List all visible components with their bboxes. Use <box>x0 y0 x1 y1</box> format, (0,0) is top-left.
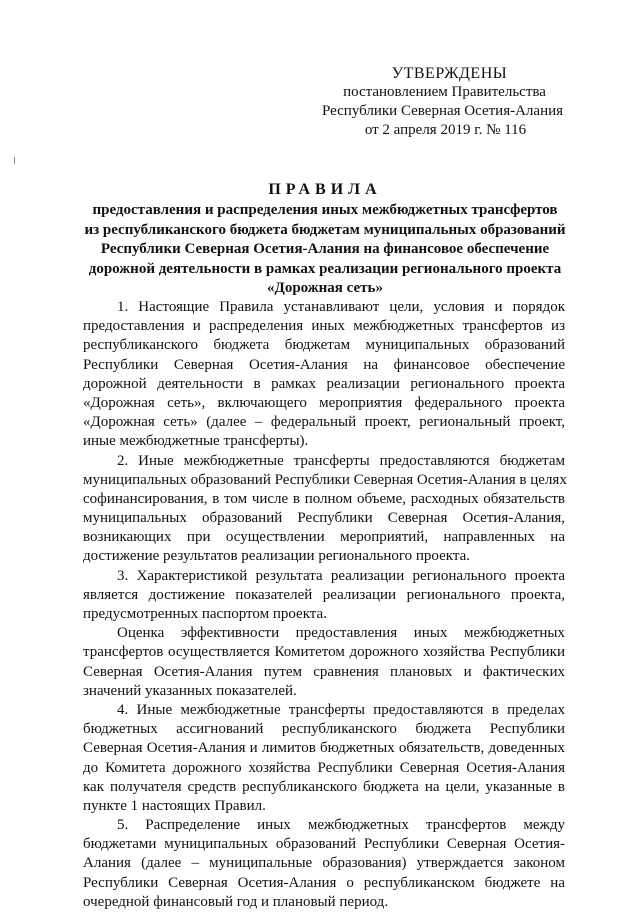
text-line: иные межбюджетные трансферты). <box>83 433 309 450</box>
document-subtitle-line: из республиканского бюджета бюджетам муниципальных образований <box>84 221 566 238</box>
margin-mark <box>14 157 15 164</box>
text-line: очередной финансовый год и плановый период. <box>83 893 389 910</box>
document-title: ПРАВИЛА <box>268 181 382 198</box>
document-subtitle-line: дорожной деятельности в рамках реализации регионального проекта <box>88 260 562 277</box>
text-line: до Комитета дорожного хозяйства Республики Северная Осетия-Алания <box>83 759 565 776</box>
approval-heading: УТВЕРЖДЕНЫ <box>391 65 508 82</box>
text-line: Оценка эффективности предоставления иных межбюджетных <box>117 625 565 642</box>
paragraph-1 <box>83 298 565 452</box>
paragraph-4 <box>83 701 565 816</box>
text-line: республиканского бюджета бюджетам муниципальных образований <box>83 337 565 354</box>
document-subtitle-line: предоставления и распределения иных межбюджетных трансфертов <box>92 202 558 218</box>
rules-title-block <box>55 180 595 299</box>
paragraph-3-evaluation <box>83 624 565 701</box>
text-line: Северная Осетия-Алания путем сравнения плановых и фактических <box>83 663 565 680</box>
approval-date-number: от 2 апреля 2019 г. № 116 <box>364 122 527 138</box>
text-line: бюджетных ассигнований республиканского бюджета Республики <box>83 721 565 738</box>
paragraph-5 <box>83 816 565 912</box>
text-line: Республики Северная Осетия-Алания о республиканском бюджете на <box>83 874 565 891</box>
text-line: софинансирования, в том числе в полном объеме, расходных обязательств <box>83 490 565 507</box>
document-subtitle-line: «Дорожная сеть» <box>267 280 383 296</box>
approval-government-line: Республики Северная Осетия-Алания <box>321 103 564 119</box>
text-line: 5. Распределение иных межбюджетных трансфертов между <box>117 817 565 834</box>
text-line: бюджетами муниципальных образований Республики Северная Осетия- <box>83 836 565 853</box>
text-line: трансфертов осуществляется Комитетом дорожного хозяйства Республики <box>83 644 565 661</box>
approval-stamp <box>300 64 585 140</box>
text-line: 3. Характеристикой результата реализации регионального проекта <box>117 567 565 584</box>
text-line: Северная Осетия-Алания и лимитов бюджетных обязательств, доведенных <box>83 740 565 757</box>
text-line: как получателя средств республиканского бюджета на цели, указанные в <box>83 778 565 795</box>
text-line: Алания (далее – муниципальные образования) утверждается законом <box>83 855 565 872</box>
text-line: муниципальных образований Республики Северная Осетия-Алания, <box>83 510 565 527</box>
text-line: «Дорожная сеть», включающего мероприятия федерального проекта <box>83 394 565 411</box>
paragraph-3 <box>83 567 565 625</box>
document-subtitle-line: Республики Северная Осетия-Алания на финансовое обеспечение <box>100 241 550 257</box>
text-line: муниципальных образований Республики Северная Осетия-Алания в целях <box>83 471 567 488</box>
text-line: предусмотренных паспортом проекта. <box>83 606 327 622</box>
text-line: 1. Настоящие Правила устанавливают цели, условия и порядок <box>117 299 565 315</box>
text-line: дорожной деятельности в рамках реализации регионального проекта <box>83 375 565 392</box>
text-line: возникающих при осуществлении мероприятий, направленных на <box>83 529 565 546</box>
text-line: 4. Иные межбюджетные трансферты предоставляются в пределах <box>117 701 565 718</box>
text-line: значений указанных показателей. <box>83 682 297 699</box>
text-line: Республики Северная Осетия-Алания на финансовое обеспечение <box>83 356 565 373</box>
text-line: «Дорожная сеть» (далее – федеральный проект, региональный проект, <box>83 414 565 431</box>
text-line: предоставления и распределения иных межбюджетных трансфертов из <box>83 318 565 335</box>
text-line: 2. Иные межбюджетные трансферты предоставляются бюджетам <box>117 452 565 469</box>
document-body <box>83 298 565 912</box>
approval-decree-line: постановлением Правительства <box>343 84 546 100</box>
text-line: является достижение показателей реализации регионального проекта, <box>83 586 565 603</box>
text-line: пункте 1 настоящих Правил. <box>83 797 266 814</box>
text-line: достижение результатов реализации регионального проекта. <box>83 548 470 565</box>
paragraph-2 <box>83 452 565 567</box>
